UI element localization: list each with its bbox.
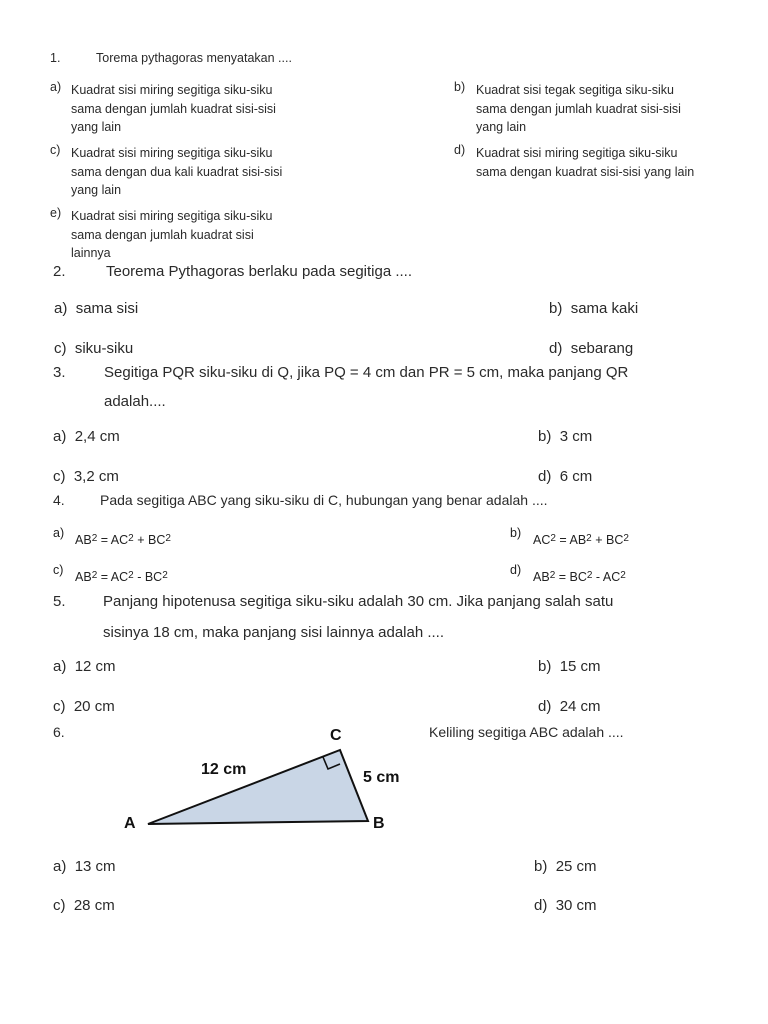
exponent: 2 [623, 533, 629, 544]
q1-option-a-letter: a) [50, 80, 62, 94]
option-text: 20 cm [73, 698, 115, 715]
q2-option-d [549, 341, 633, 356]
q4-text: Pada segitiga ABC yang siku-siku di C, hubungan yang benar adalah .... [100, 492, 548, 508]
exponent: 2 [162, 570, 168, 581]
q1-option-d [476, 144, 694, 181]
q2-number: 2. [53, 263, 66, 280]
q5-option-d [538, 699, 601, 714]
q4-option-d [533, 571, 626, 584]
option-letter: d) [549, 340, 563, 357]
q3-option-b [538, 429, 592, 444]
option-letter: c) [53, 897, 66, 914]
option-text: 13 cm [74, 858, 116, 875]
q5-option-a [53, 659, 116, 674]
q6-option-a [53, 859, 116, 874]
option-letter: b) [549, 300, 563, 317]
exponent: 2 [128, 570, 134, 581]
q4-option-b [533, 534, 629, 547]
exponent: 2 [165, 533, 171, 544]
side-ac-label: 12 cm [201, 761, 247, 778]
exponent: 2 [91, 533, 98, 544]
q1-option-e-line: Kuadrat sisi miring segitiga siku-siku [71, 209, 273, 223]
q6-option-d [534, 898, 597, 913]
vertex-b-label: B [373, 815, 385, 832]
option-letter: b) [534, 858, 548, 875]
formula-term: - AC [592, 570, 621, 584]
option-text: 24 cm [559, 698, 601, 715]
q6-option-b [534, 859, 597, 874]
q3-option-a [53, 429, 120, 444]
q3-text-line2: adalah.... [104, 393, 166, 410]
q4-option-a [75, 534, 171, 547]
option-letter: a) [54, 300, 68, 317]
option-letter: d) [538, 698, 552, 715]
q5-text-line1: Panjang hipotenusa segitiga siku-siku adalah 30 cm. Jika panjang salah satu [103, 593, 614, 610]
q1-option-b-letter: b) [454, 80, 466, 94]
exponent: 2 [91, 570, 98, 581]
q1-option-b-line: sama dengan jumlah kuadrat sisi-sisi [476, 101, 681, 116]
exponent: 2 [128, 533, 134, 544]
q1-option-d-letter: d) [454, 143, 466, 157]
option-letter: b) [538, 658, 552, 675]
q5-number: 5. [53, 593, 66, 610]
q3-text-line1: Segitiga PQR siku-siku di Q, jika PQ = 4 cm dan PR = 5 cm, maka panjang QR [104, 364, 629, 381]
triangle-abc-figure [110, 718, 430, 838]
option-letter: d) [534, 897, 548, 914]
q4-option-d-letter: d) [510, 563, 522, 577]
option-text: 28 cm [73, 897, 115, 914]
q1-option-e-line: sama dengan jumlah kuadrat sisi [71, 227, 254, 242]
q1-option-c-letter: c) [50, 143, 61, 157]
q1-option-a-line: sama dengan jumlah kuadrat sisi-sisi [71, 101, 276, 116]
option-letter: c) [54, 340, 67, 357]
option-text: 3 cm [559, 428, 593, 445]
q1-option-b [476, 81, 681, 137]
option-text: 6 cm [559, 468, 593, 485]
triangle-shape [148, 750, 368, 824]
formula-term: = AC [97, 570, 129, 584]
q1-option-c [71, 144, 282, 200]
option-letter: a) [53, 658, 67, 675]
option-text: 12 cm [74, 658, 116, 675]
option-letter: d) [538, 468, 552, 485]
q1-option-c-line: Kuadrat sisi miring segitiga siku-siku [71, 146, 273, 160]
q1-option-d-line: Kuadrat sisi miring segitiga siku-siku [476, 146, 678, 160]
q6-text: Keliling segitiga ABC adalah .... [429, 724, 624, 740]
q2-option-b [549, 301, 638, 316]
q2-option-a [54, 301, 138, 316]
q1-option-a-line: Kuadrat sisi miring segitiga siku-siku [71, 83, 273, 97]
option-letter: a) [53, 858, 67, 875]
exponent: 2 [550, 533, 556, 544]
q1-option-b-line: yang lain [476, 120, 527, 134]
q4-option-c [75, 571, 168, 584]
exponent: 2 [586, 533, 592, 544]
q3-option-d [538, 469, 592, 484]
q4-option-b-letter: b) [510, 526, 522, 540]
q1-option-b-line: Kuadrat sisi tegak segitiga siku-siku [476, 83, 675, 97]
exponent: 2 [586, 570, 593, 581]
q1-number: 1. [50, 51, 61, 65]
option-text: sama kaki [570, 300, 639, 317]
option-text: sebarang [570, 340, 634, 357]
side-cb-label: 5 cm [363, 769, 400, 786]
formula-term: - BC [133, 570, 163, 584]
q1-option-e-letter: e) [50, 206, 62, 220]
formula-term: AB [75, 533, 92, 547]
exponent: 2 [620, 570, 626, 581]
option-letter: a) [53, 428, 67, 445]
q1-option-e [71, 207, 272, 263]
option-letter: b) [538, 428, 552, 445]
q2-option-c [54, 341, 133, 356]
formula-term: = AB [555, 533, 587, 547]
q4-option-a-letter: a) [53, 526, 65, 540]
q1-option-e-line: lainnya [71, 246, 111, 260]
q3-option-c [53, 469, 119, 484]
option-text: 25 cm [555, 858, 597, 875]
option-text: 30 cm [555, 897, 597, 914]
q1-text: Torema pythagoras menyatakan .... [96, 51, 292, 65]
formula-term: AB [75, 570, 92, 584]
q2-text: Teorema Pythagoras berlaku pada segitiga .... [106, 263, 413, 280]
option-letter: c) [53, 698, 66, 715]
q5-text-line2: sisinya 18 cm, maka panjang sisi lainnya adalah .... [103, 624, 445, 641]
option-text: sama sisi [75, 300, 139, 317]
formula-term: + BC [133, 533, 166, 547]
option-letter: c) [53, 468, 66, 485]
formula-term: AB [533, 570, 550, 584]
exponent: 2 [549, 570, 556, 581]
q1-option-a-line: yang lain [71, 120, 122, 134]
q1-option-a [71, 81, 276, 137]
q6-number: 6. [53, 724, 65, 740]
option-text: siku-siku [74, 340, 134, 357]
formula-term: = AC [97, 533, 129, 547]
option-text: 15 cm [559, 658, 601, 675]
option-text: 3,2 cm [73, 468, 119, 485]
q1-option-d-line: sama dengan kuadrat sisi-sisi yang lain [476, 164, 695, 179]
formula-term: = BC [555, 570, 587, 584]
q1-option-c-line: sama dengan dua kali kuadrat sisi-sisi [71, 164, 283, 179]
q5-option-b [538, 659, 601, 674]
q3-number: 3. [53, 364, 66, 381]
vertex-a-label: A [124, 815, 136, 832]
q4-option-c-letter: c) [53, 563, 64, 577]
q6-option-c [53, 898, 115, 913]
q1-option-c-line: yang lain [71, 183, 122, 197]
formula-term: + BC [591, 533, 624, 547]
q4-number: 4. [53, 492, 65, 508]
vertex-c-label: C [330, 727, 342, 744]
q5-option-c [53, 699, 115, 714]
formula-term: AC [533, 533, 551, 547]
option-text: 2,4 cm [74, 428, 120, 445]
